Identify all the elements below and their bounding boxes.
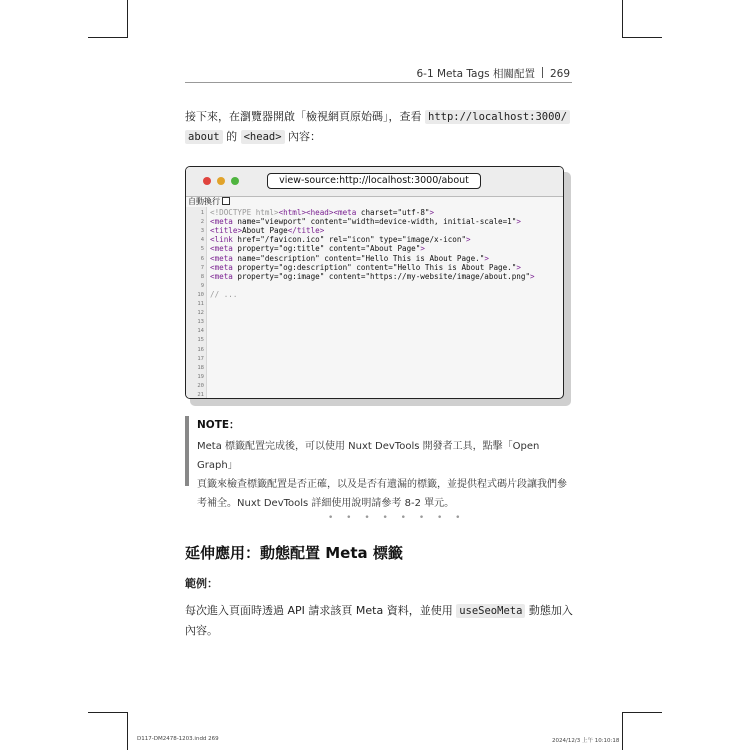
line-number: 13	[197, 319, 204, 326]
code-line: // ...	[210, 289, 238, 299]
code-line: <meta name="viewport" content="width=device-width, initial-scale=1">	[210, 217, 521, 227]
line-number: 19	[197, 373, 204, 380]
line-number: 17	[197, 355, 204, 362]
crop-mark	[622, 0, 623, 38]
line-number: 3	[200, 228, 204, 235]
crop-mark	[88, 37, 128, 38]
example-label: 範例：	[185, 577, 218, 590]
line-number: 15	[197, 337, 204, 344]
url-code: http://localhost:3000/	[425, 110, 570, 124]
line-number: 10	[197, 291, 204, 298]
line-number: 20	[197, 382, 204, 389]
line-number: 4	[200, 237, 204, 244]
browser-window	[185, 166, 564, 399]
code-line: <meta name="description" content="Hello This is About Page.">	[210, 253, 489, 263]
note-line: 頁籤來檢查標籤配置是否正確，以及是否有遺漏的標籤，並提供程式碼片段讓我們參	[197, 479, 567, 490]
crop-mark	[622, 712, 623, 750]
intro-text-after: 內容：	[284, 130, 322, 143]
running-head-separator	[542, 67, 543, 78]
line-number: 5	[200, 246, 204, 253]
section-text-line2: 內容。	[185, 624, 218, 637]
line-number: 18	[197, 364, 204, 371]
line-number: 1	[200, 210, 204, 216]
minimize-dot-icon[interactable]	[217, 177, 225, 185]
line-number: 8	[200, 273, 204, 280]
code-line: <link href="/favicon.ico" rel="icon" type="image/x-icon">	[210, 235, 471, 245]
crop-mark	[127, 712, 128, 750]
running-head-section: 6-1 Meta Tags 相關配置	[416, 68, 535, 80]
browser-titlebar	[186, 167, 563, 197]
running-head	[416, 66, 570, 81]
footer-file: D117-DM2478-1203.indd 269	[137, 736, 219, 742]
note-bar	[185, 416, 189, 486]
line-number: 2	[200, 219, 204, 226]
section-text: 每次進入頁面時透過 API 請求該頁 Meta 資料，並使用	[185, 604, 457, 617]
line-number: 9	[200, 282, 204, 289]
code-line: <!DOCTYPE html><html><head><meta charset="utf-8">	[210, 208, 435, 217]
section-text-after: 動態加入	[525, 604, 573, 617]
crop-mark	[127, 0, 128, 38]
head-code: <head>	[241, 130, 285, 144]
page-number: 269	[549, 68, 570, 80]
code-line: <meta property="og:description" content="Hello This is About Page.">	[210, 262, 521, 272]
footer-timestamp: 2024/12/3 上午 10:10:18	[552, 738, 620, 744]
section-divider: • • • • • • • •	[328, 513, 466, 523]
line-number: 16	[197, 346, 204, 353]
use-seo-meta-code: useSeoMeta	[456, 604, 525, 618]
url-code-continued: about	[185, 130, 223, 144]
code-line: <meta property="og:image" content="https://my-website/image/about.png">	[210, 271, 535, 281]
intro-text-mid: 的	[222, 130, 241, 143]
line-number: 11	[197, 301, 204, 307]
line-number: 12	[197, 310, 204, 317]
code-line: <meta property="og:title" content="About Page">	[210, 244, 425, 254]
line-number: 6	[200, 255, 204, 262]
intro-text: 接下來，在瀏覽器開啟「檢視網頁原始碼」，查看	[185, 110, 425, 123]
line-number: 7	[200, 264, 204, 271]
crop-mark	[88, 712, 128, 713]
wrap-label: 自動換行	[188, 197, 220, 206]
line-number: 21	[197, 392, 204, 398]
note-body	[197, 437, 575, 513]
section-title: 延伸應用：動態配置 Meta 標籤	[185, 544, 403, 562]
line-number: 14	[197, 328, 204, 335]
address-bar[interactable]: view-source:http://localhost:3000/about	[267, 173, 481, 189]
crop-mark	[622, 37, 662, 38]
note-line: 考補全。Nuxt DevTools 詳細使用說明請參考 8-2 單元。	[197, 498, 455, 509]
note-line: Meta 標籤配置完成後，可以使用 Nuxt DevTools 開發者工具，點擊「Open Graph」	[197, 441, 540, 471]
wrap-checkbox[interactable]	[222, 197, 230, 205]
close-dot-icon[interactable]	[203, 177, 211, 185]
intro-paragraph	[185, 107, 573, 147]
maximize-dot-icon[interactable]	[231, 177, 239, 185]
section-paragraph	[185, 601, 573, 641]
header-rule	[185, 82, 572, 83]
code-line: <title>About Page</title>	[210, 226, 325, 236]
note-title: NOTE：	[197, 419, 240, 431]
crop-mark	[622, 712, 662, 713]
